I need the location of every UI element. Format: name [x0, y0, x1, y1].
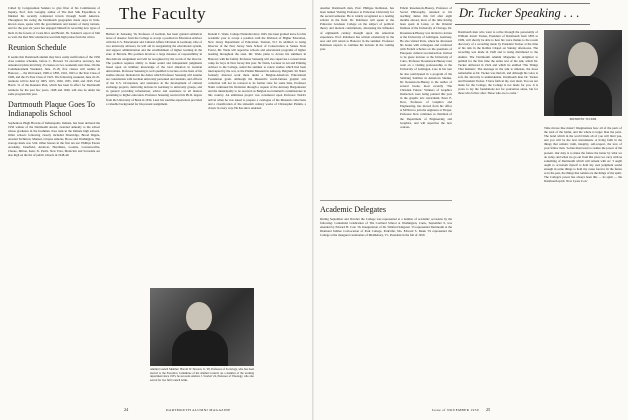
plaque-text: Sophomore Hugh Browns of Indianapolis, Indiana, has been declared the 1950 winner of the Dartmouth Award, awarded annually to the school whose graduates in the freshman class rank in the Indiana high schools. Other schools following closely included Shortridge, Broad Ripple, Arsenal Technical, Manual, Crispus Attucks, Howe and Washington. The average mark was 3.04. Other honors in the first ten are: Phillips Exeter Academy, Deerfield, Andover, Hotchkiss, Loomis, Lawrenceville, Choate, Milton, Kent, St. Paul's. New Trier, Montclair and Scarsdale are also high on the list of public schools in 1948-49.: [8, 120, 100, 158]
tucker-photo-caption: PRESIDENT TUCKER: [569, 118, 597, 121]
left-column-1: [8, 6, 100, 404]
left-page-number: 24: [124, 407, 129, 412]
newton-photo: [150, 288, 254, 366]
faculty-rule: [106, 28, 306, 29]
faculty-col1-text: Herbert R. Sensenig '16, Professor of German, has been granted sabbatical leave of absence from the College to accept a position in Education Advisor with the U.S. Educational and Cultural Affairs Division in Germany. One of two university advisors, he will aid in reorganizing the educational system, and support administration and the establishment of higher learning in the state of Bavaria. His position involves a large measure of responsibility in that delicate assignment and will be recognized by the words of the director. The position requires ability to make sound and independent judgments based upon an intimate knowledge of the total situation in German universities. Professor Sensenig is well qualified to lecture on the basis of his studies abroad. Included in the duties which Professor Sensenig will assume are consultation with German university personnel and students, and officers of the U.S. Occupation, and assistance in the development of cultural exchange projects, delivering lectures in Germany to university groups, and in general providing information, advice and assistance in all matters pertaining to higher education. Professor Sensenig received his Ph.D. degree from the University of Bonn in 1934. Later his wartime experiences provided a valuable background for his present assignment.: [106, 32, 202, 106]
tucker-photo: [544, 30, 622, 116]
faculty-column-2: [208, 32, 306, 292]
faculty-col4-text: Edwin Rosenstock-Huessy, Professor of Social Philosophy, returned to his teaching duties this fall after eight months abroad, most of the time having been spent in Lunar, at the Oriental Institute of the University of Chicago. Dr. Rosenstock-Huessy was invited to lecture at the University of Göttingen, Germany. He also visited Paris, where he discussed his books with colleagues and conferred with French scholars on the questions of European cultural reconstruction. Invited to be guest lecturer at the University of Cairo, Professor Rosenstock-Huessy later went on a visiting professorship at the University of Göttingen. Late in his tour he also participated in a program of the Salzburg Seminar in American Studies. Dr. Rosenstock-Huessy is the author of several books, most recently 'The Christian Future.' Winners of Graphics Instruction were being pointed this year in the graphic arts curriculum. Peter E. Dow, Professor of Graphics and Engineering, has moved from his office at McNutt to join the engineers at Thayer. Professor Dow continues as chairman of the Department of Engineering and Graphics, and will supervise the new courses.: [400, 6, 452, 129]
tucker-title: Dr. Tucker Speaking . . .: [459, 6, 580, 20]
tucker-portrait-face: [568, 42, 598, 78]
tucker-col2-text: Time moves like music! Imaginations how all of the parts of the total of the hymn, and the whole is larger than the parts. The bond which in the world binds all of you will bind you, and you will be the new instruments. A living faith in the things that remain: truth, integrity, self-respect, the love of your fellow man. 'A man must learn to realize the power of the present. Our duty is to make the future the better by what we do today, and when we go out from this place we carry with us something of Dartmouth which will remain with us.' 'I ought ought to accustom myself to hold my own judgment sound enough in some things to hold my cause forever. In the future as in the past, the things that remain are the things of the spirit. The College's power has always been this — its spirit — the Dartmouth spirit. Now I pass it on.': [544, 126, 622, 184]
tucker-col1-text: Dartmouth men who want to relive through the personality of William Jewett Tucker, President of Dartmouth from 1893 to 1909, will shortly be able to hear his voice thanks to the recent discovery of a recording made by President Tucker at the time of his talk in the Rollins Chapel on Sunday afternoons. The recording was made in 1920 and is being distributed to the alumni. The Dartmouth Alumni Magazine is delighted to publish for the first time the entire text of the talk, which Dr. Tucker delivered in 1924 and which he entitled 'The Things That Remain.' The message in the talk is timeless, the more remarkable as Dr. Tucker was then ill, and although his voice is soft, his sincerity is unmistakable. Dartmouth man Dr. Tucker and President Tucker. 'I have faith in my own ideal. You are not made for the College, the College is not made for you. It is yours to lay the foundations not for yourselves alone, but for those who follow after. Those who are to come.': [458, 30, 538, 96]
faculty-column-3: [320, 6, 394, 196]
tucker-column-2: [544, 126, 622, 404]
right-footer: Issue of NOVEMBER 1950: [432, 408, 479, 412]
faculty-col2-text: Donald C. Wade, College Naturalist since 1945, has been granted leave for this academic year to accept a position with the Division of Higher Education, New Jersey Department of Education, Trenton, N.J. In addition to being Director of the New Jersey State School of Conservation at Stokes State Forest, Mr. Wade will supervise schools and educational programs of higher learning throughout the state. Mr. Wade plans to devote his summers in Hanover with his family. Professor Sensenig will also supervise a conservation camp for boys in New Jersey this year. Sir Nairn, Lecturer in Art and Printing Advisor to the College, sailed the summer to renew studies which had been interrupted by the war, at the Plantin Museum in Antwerp, Belgium. Sir Nairn formerly directed work there under a Belgian-American Educational Foundation grant. Although the Museum's world-famous graphic arts collection will not be restored to its former state for some time, Professor Nairn continued his invitation through a request of the Antwerp Burgomaster and the municipality to be received as Belgian Government's commissioner in this country. An ambitious project was considered upon Professor Nairn's arrival when he was asked to prepare a catalogue of the Museum collections and a classification of the sixteenth century works of Christopher Plantin, a classic in every way. He has since returned.: [208, 32, 306, 110]
academic-section: [320, 200, 452, 400]
tucker-portrait-shoulders: [554, 76, 612, 116]
portrait-face: [186, 302, 212, 332]
right-page-number: 25: [486, 407, 491, 412]
intro-paragraph: Called by Congressman Sanders to give fiber of his Commission of Inquiry, Prof. Jack Garaghy, author of The Red Silk Expedition, is finished his recently completed travels through South America. Throughout his swing the Dartmouth geographer made stops in little-known areas, spoke with the governments and leaders of many nations, and for the past six years has engaged himself in recording new types of birds in the forests of Costa Rica and Brazil. Dr. Sanders's report of him so well, the Red Silk volume has won him high praise from the critics.: [8, 6, 100, 39]
faculty-title: The Faculty: [119, 4, 207, 23]
academic-rule: [320, 200, 452, 201]
academic-text: During September and October the College was represented at a number of academic occasions by the following: Centennial Celebration of The Cortland School at Washington, Conn., September 9, was attended by Edward H. Cole '16. Inauguration of Dr. Winfred Kingston '13 represented Dartmouth at the Diamond Jubilee Convocation of Park College, Parkville, Mo. Edward S. Meek '19 represented the College at the inaugural ceremonies of Middlebury, Vt., President in the fall of 1950.: [320, 217, 452, 238]
portrait-shoulders: [172, 330, 228, 366]
newton-photo-caption: Alumni Council Member: Harold W. Newton, Jr. '28, Professor of Sociology, who has been elected to the Executive Committee of the Alumni Council. As a member of the working department since 1935, he succeeds Andrew J. Scarlett '24, Professor of Theology, who also served for two full Council terms.: [150, 368, 254, 382]
reunion-text: It seems that Dartmouth alumni may have easily notification of the 1950 class reunion schedule, before C. Howard '16 executive secretary, has announced plans involving 13 classes on two weekends next June. On the Commencement Weekend, June 15-18, five classes will reunite in Hanover — the Old Guard, 1900 or 1895, 1910, 1925 or the Year Class of 1900, and the 25-Year Class of 1925. The following weekend, June 22-25, reunions will be held by 1905, 1915, 1920, 1935, 1940, and 1945. Fred Harris '11 of the Reunion Plan, which has been in effect for Dartmouth reunions for the past few years, 1948 and 1949, will also be under the same program this year.: [8, 54, 100, 96]
plaque-heading: Dartmouth Plaque Goes To Indianapolis School: [8, 99, 96, 118]
academic-heading: Academic Delegates: [320, 205, 386, 214]
faculty-col3-text: Another Dartmouth man, Prof. Philippe Robinson, has been named Visiting Professor at Princeton University for the second semester. He is widely recognized as a leading scholar in the field. Dr. Robinson will speak at the Princeton Graduate College on the subject of political theory and modern constitutions, discussing the influence of eighteenth century thought upon the American experience. Prof. Robinson has written extensively in the area and will return to Hanover in the summer. Professor Robinson expects to continue his lectures in the coming year.: [320, 6, 394, 51]
left-footer: DARTMOUTH ALUMNI MAGAZINE: [166, 408, 231, 412]
reunion-heading: Reunion Schedule: [8, 42, 67, 52]
tucker-column-1: [458, 30, 538, 404]
